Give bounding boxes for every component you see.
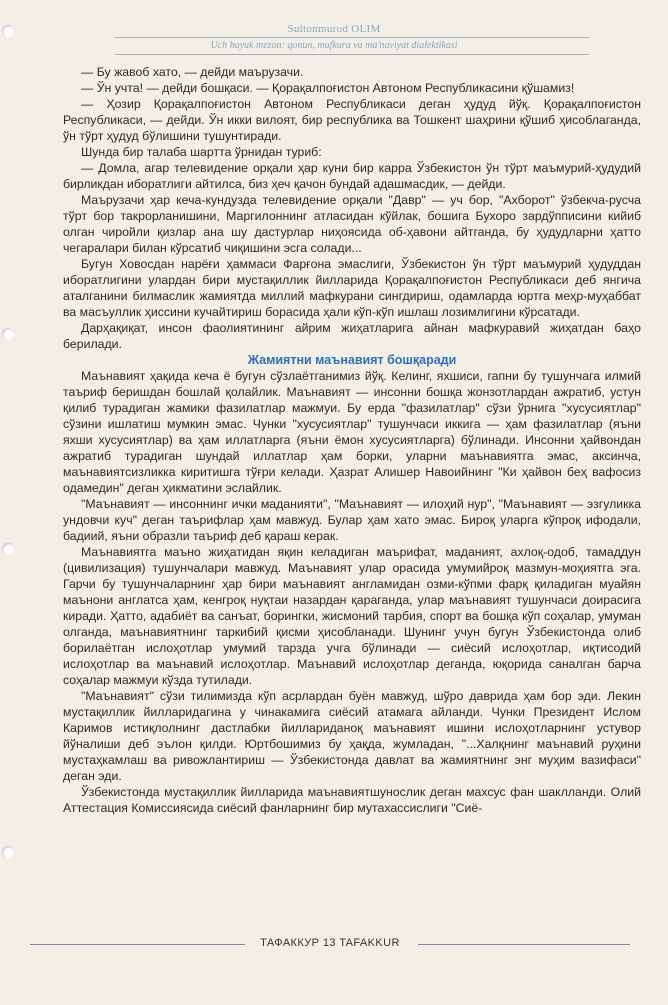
paragraph: "Маънавият — инсоннинг ички маданияти", "Маънавият — илоҳий нур", "Маънавият — эзгуликка ундовчи куч" деган таърифлар ҳам мавжуд. Булар ҳам хато эмас. Бироқ уларга кўпроқ ифодали, бадиий, яъни образли таъриф деб қараш керак. (63, 497, 641, 543)
header-rule (115, 54, 589, 55)
running-header-author: Sultonmurod OLIM (287, 23, 381, 35)
running-header-subtitle: Uch buyuk mezon: qonun, mafkura va ma'naviyat dialektikasi (210, 40, 458, 51)
article-body (63, 64, 641, 816)
paragraph: Ўзбекистонда мустақиллик йилларида маънавиятшунослик деган махсус фан шаклланди. Олий Аттестация Комиссиясида сиёсий фанларнинг бир мутахассислиги "Сиё- (63, 785, 641, 815)
punch-hole (2, 328, 14, 340)
paragraph: "Маънавият" сўзи тилимизда кўп асрлардан буён мавжуд, шўро даврида ҳам бор эди. Лекин мустақиллик йилларидагина у чинакамига сиёсий атамага айланди. Чунки Президент Ислом Каримов истиқлолнинг дастлабки йиллариданоқ маънавият ишини ислоҳотларнинг устувор йўналиши деб эълон қилди. Юртбошимиз бу ҳақда, жумладан, "...Халқнинг маънавий руҳини мустаҳкамлаш ва ривожлантириш — Ўзбекистонда давлат ва жамиятнинг энг муҳим вазифаси" деган эди. (63, 689, 641, 783)
paragraph: — Ўн учта! — дейди бошқаси. — Қорақалпоғистон Автоном Республикасини қўшамиз! (81, 81, 575, 95)
paragraph: Дарҳақиқат, инсон фаолиятининг айрим жиҳатларига айнан мафкуравий жиҳатдан баҳо берилади. (63, 321, 641, 351)
paragraph: Маънавиятга маъно жиҳатидан яқин келадиган маърифат, маданият, ахлоқ-одоб, тамаддун (цивилизация) тушунчалари мавжуд. Маънавият улар орасида умумийроқ мазмун-моҳиятга эга. Гарчи бу тушунчаларнинг ҳар бири маънавият англамидан озми-кўпми фарқ қиладиган муайян маънони англатса ҳам, кенгроқ нуқтаи назардан қараганда, улар маънавият тушунчаси доирасига киради. Ҳатто, адабиёт ва санъат, борингки, жисмоний тарбия, спорт ва бошқа кўп соҳалар, умуман олганда, маънавиятнинг таркибий қисми ҳисобланади. Шунинг учун бугун Ўзбекистонда олиб борилаётган ислоҳотлар умумий тарзда учга бўлинади — сиёсий ислоҳотлар, иқтисодий ислоҳотлар ва маънавий ислоҳотлар. Маънавий ислоҳотлар деганда, юқорида саналган барча соҳалар мажмуи кўзда тутилади. (63, 545, 641, 687)
section-heading: Жамиятни маънавият бошқаради (247, 353, 457, 367)
page-footer (30, 935, 630, 955)
paragraph: — Ҳозир Қорақалпоғистон Автоном Республикаси деган ҳудуд йўқ. Қорақалпоғистон Республикаси, — дейди. Ўн икки вилоят, бир республика ва Тошкент шаҳрини қўшиб ҳисоблаганда, ўн тўрт ҳудуд бўлишини тушунтиради. (63, 97, 641, 143)
punch-hole (2, 543, 14, 555)
paragraph: — Домла, агар телевидение орқали ҳар куни бир карра Ўзбекистон ўн тўрт маъмурий-ҳудудий бирликдан иборатлиги айтилса, биз ҳеч қачон бундай адашмасдик, — дейди. (63, 161, 641, 191)
paragraph: Шунда бир талаба шартта ўрнидан туриб: (81, 145, 322, 159)
paragraph: Маърузачи ҳар кеча-кундузда телевидение орқали "Давр" — уч бор, "Ахборот" ўзбекча-русча тўрт бор такрорланишини, Маргилоннинг атласидан кўйлак, бошига Бухоро зардўпписини кийиб олган чиройли қизлар ана шу дастурлар ниҳоясида об-ҳавони айтганда, бу ҳудудларни ҳатто чегаралари билан кўрсатиб чиқишини эсга солади... (63, 193, 641, 255)
footer-rule-right (418, 944, 630, 945)
paragraph: Маънавият ҳақида кеча ё бугун сўзлаётганимиз йўқ. Келинг, яхшиси, гапни бу тушунчага илмий таъриф беришдан бошлай қолайлик. Маънавият — инсонни бошқа жонзотлардан ажратиб, устун қилиб турадиган жамики фазилатлар мажмуи. Бу ерда "фазилатлар" сўзи ўрнига "хусусиятлар" сўзини ишлатиш мумкин эмас. Чунки "хусусиятлар" тушунчаси иккига — ҳам фазилатлар (яъни яхши хусусиятлар) ва ҳам иллатларга (яъни ёмон хусусиятларга) бўлинади. Инсонни ҳайвондан ажратиб турадиган шундай иллатлар ҳам борки, уларни маънавиятга эмас, аксинча, маънавиятсизликка киритишга тўғри келади. Ҳазрат Алишер Навоийнинг "Ки ҳайвон беҳ вафосиз одамедин" деган ҳикматини эслайлик. (63, 369, 641, 495)
paragraph: — Бу жавоб хато, — дейди маърузачи. (81, 65, 304, 79)
header-rule (115, 37, 589, 38)
punch-hole (2, 846, 14, 858)
footer-label: ТАФАККУР 13 TAFAKKUR (260, 937, 400, 949)
paragraph: Бугун Ховосдан нарёғи ҳаммаси Фарғона эмаслиги, Ўзбекистон ўн тўрт маъмурий ҳудуддан иборатлигини улардан бири мустақиллик йилларида Қорақалпоғистон Республикаси деб янгича аталганини билмаслик жамиятда миллий мафкурани сингдириш, одамларда юртга меҳр-муҳаббат ва масъуллик ҳиссини кучайтириш борасида ҳали кўп-кўп ишлаш лозимлигини кўрсатади. (63, 257, 641, 319)
